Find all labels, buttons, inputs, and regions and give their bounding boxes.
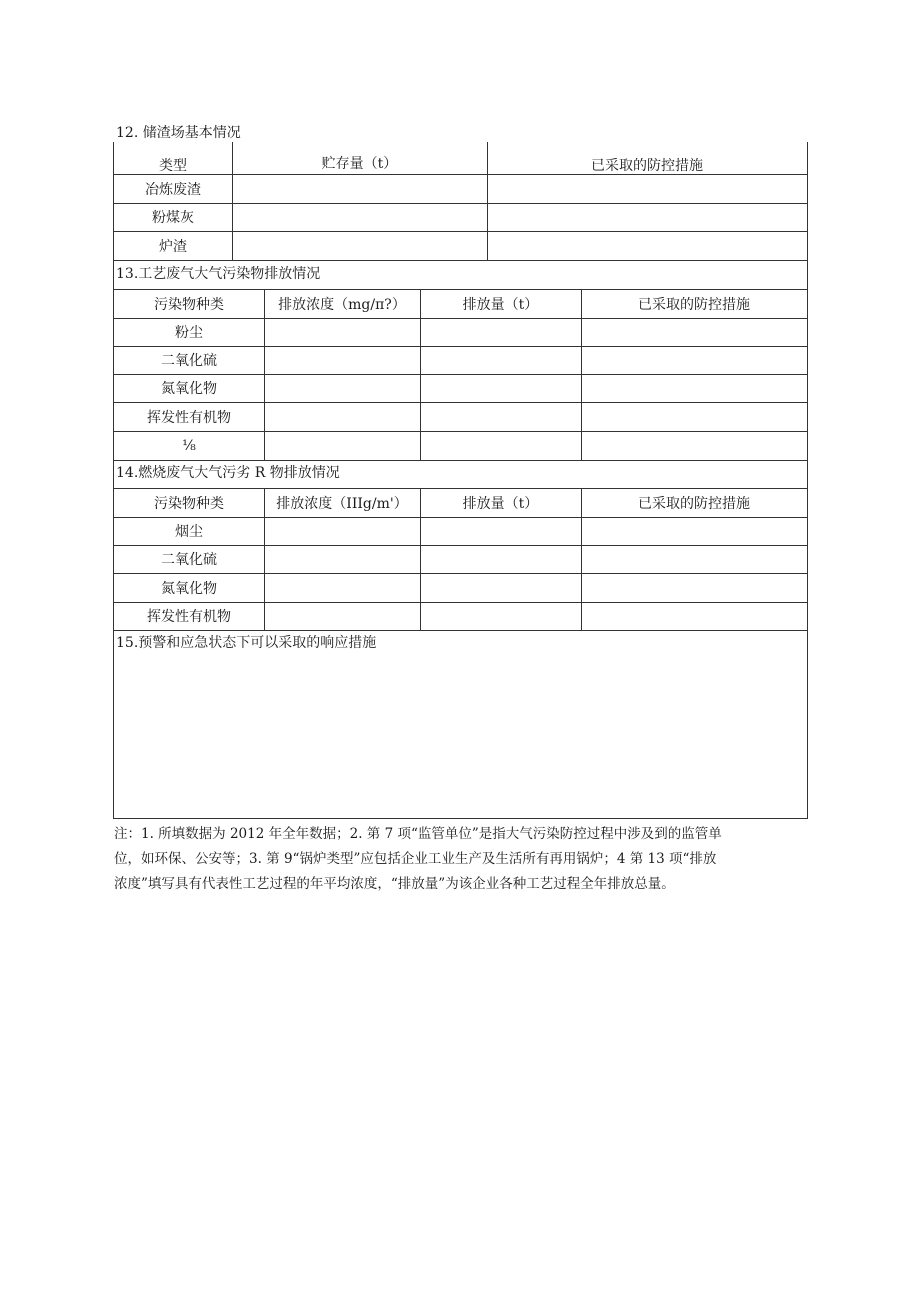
row-label-nitrogen-oxides: 氮氧化物	[161, 580, 217, 597]
row-label-furnace-slag: 炉渣	[159, 238, 187, 255]
header-emission-amount: 排放量（t）	[462, 495, 539, 512]
row-label-soot: 烟尘	[175, 524, 203, 540]
section-15-title: 15.预警和应急状态下可以采取的响应措施	[116, 635, 377, 651]
form-table	[113, 142, 808, 819]
footnote-line-2: 位，如环保、公安等；3. 第 9“锅炉类型”应包括企业工业生产及生活所有再用锅炉；4 第 13 项“排放	[114, 851, 717, 867]
header-concentration: 排放浓度（mg/π?）	[278, 296, 406, 313]
row-label-dust: 粉尘	[175, 325, 203, 341]
header-measures: 已采取的防控措施	[638, 296, 750, 313]
row-label-vocs: 挥发性有机物	[147, 409, 231, 426]
row-label-sulfur-dioxide: 二氧化硫	[161, 552, 217, 568]
header-storage: 贮存量（t）	[321, 155, 398, 172]
header-concentration: 排放浓度（IIIg/m'）	[276, 495, 408, 512]
row-label-sulfur-dioxide: 二氧化硫	[161, 353, 217, 369]
header-measures: 已采取的防控措施	[591, 157, 703, 174]
footnote-line-3: 浓度”填写具有代表性工艺过程的年平均浓度，“排放量”为该企业各种工艺过程全年排放总量。	[114, 876, 675, 892]
header-measures: 已采取的防控措施	[638, 495, 750, 512]
row-label-fly-ash: 粉煤灰	[152, 210, 194, 226]
footnote	[114, 822, 810, 897]
row-label-nitrogen-oxides: 氮氧化物	[161, 381, 217, 397]
footnote-line-1: 注：1. 所填数据为 2012 年全年数据；2. 第 7 项“监管单位”是指大气污染防控过程中涉及到的监管单	[114, 826, 722, 842]
section-13-title: 13.工艺废气大气污染物排放情况	[116, 266, 321, 282]
section-14-title: 14.燃烧废气大气污劣 R 物排放情况	[116, 465, 340, 481]
header-type: 类型	[159, 157, 187, 174]
header-pollutant-type: 污染物种类	[154, 296, 224, 313]
header-emission-amount: 排放量（t）	[462, 296, 539, 313]
row-label-smelting-slag: 冶炼废渣	[145, 181, 201, 198]
header-pollutant-type: 污染物种类	[154, 495, 224, 512]
section-12-title: 12. 储渣场基本情况	[116, 125, 241, 141]
row-label-vocs: 挥发性有机物	[147, 609, 231, 625]
row-label-other: ⅛	[182, 437, 196, 454]
